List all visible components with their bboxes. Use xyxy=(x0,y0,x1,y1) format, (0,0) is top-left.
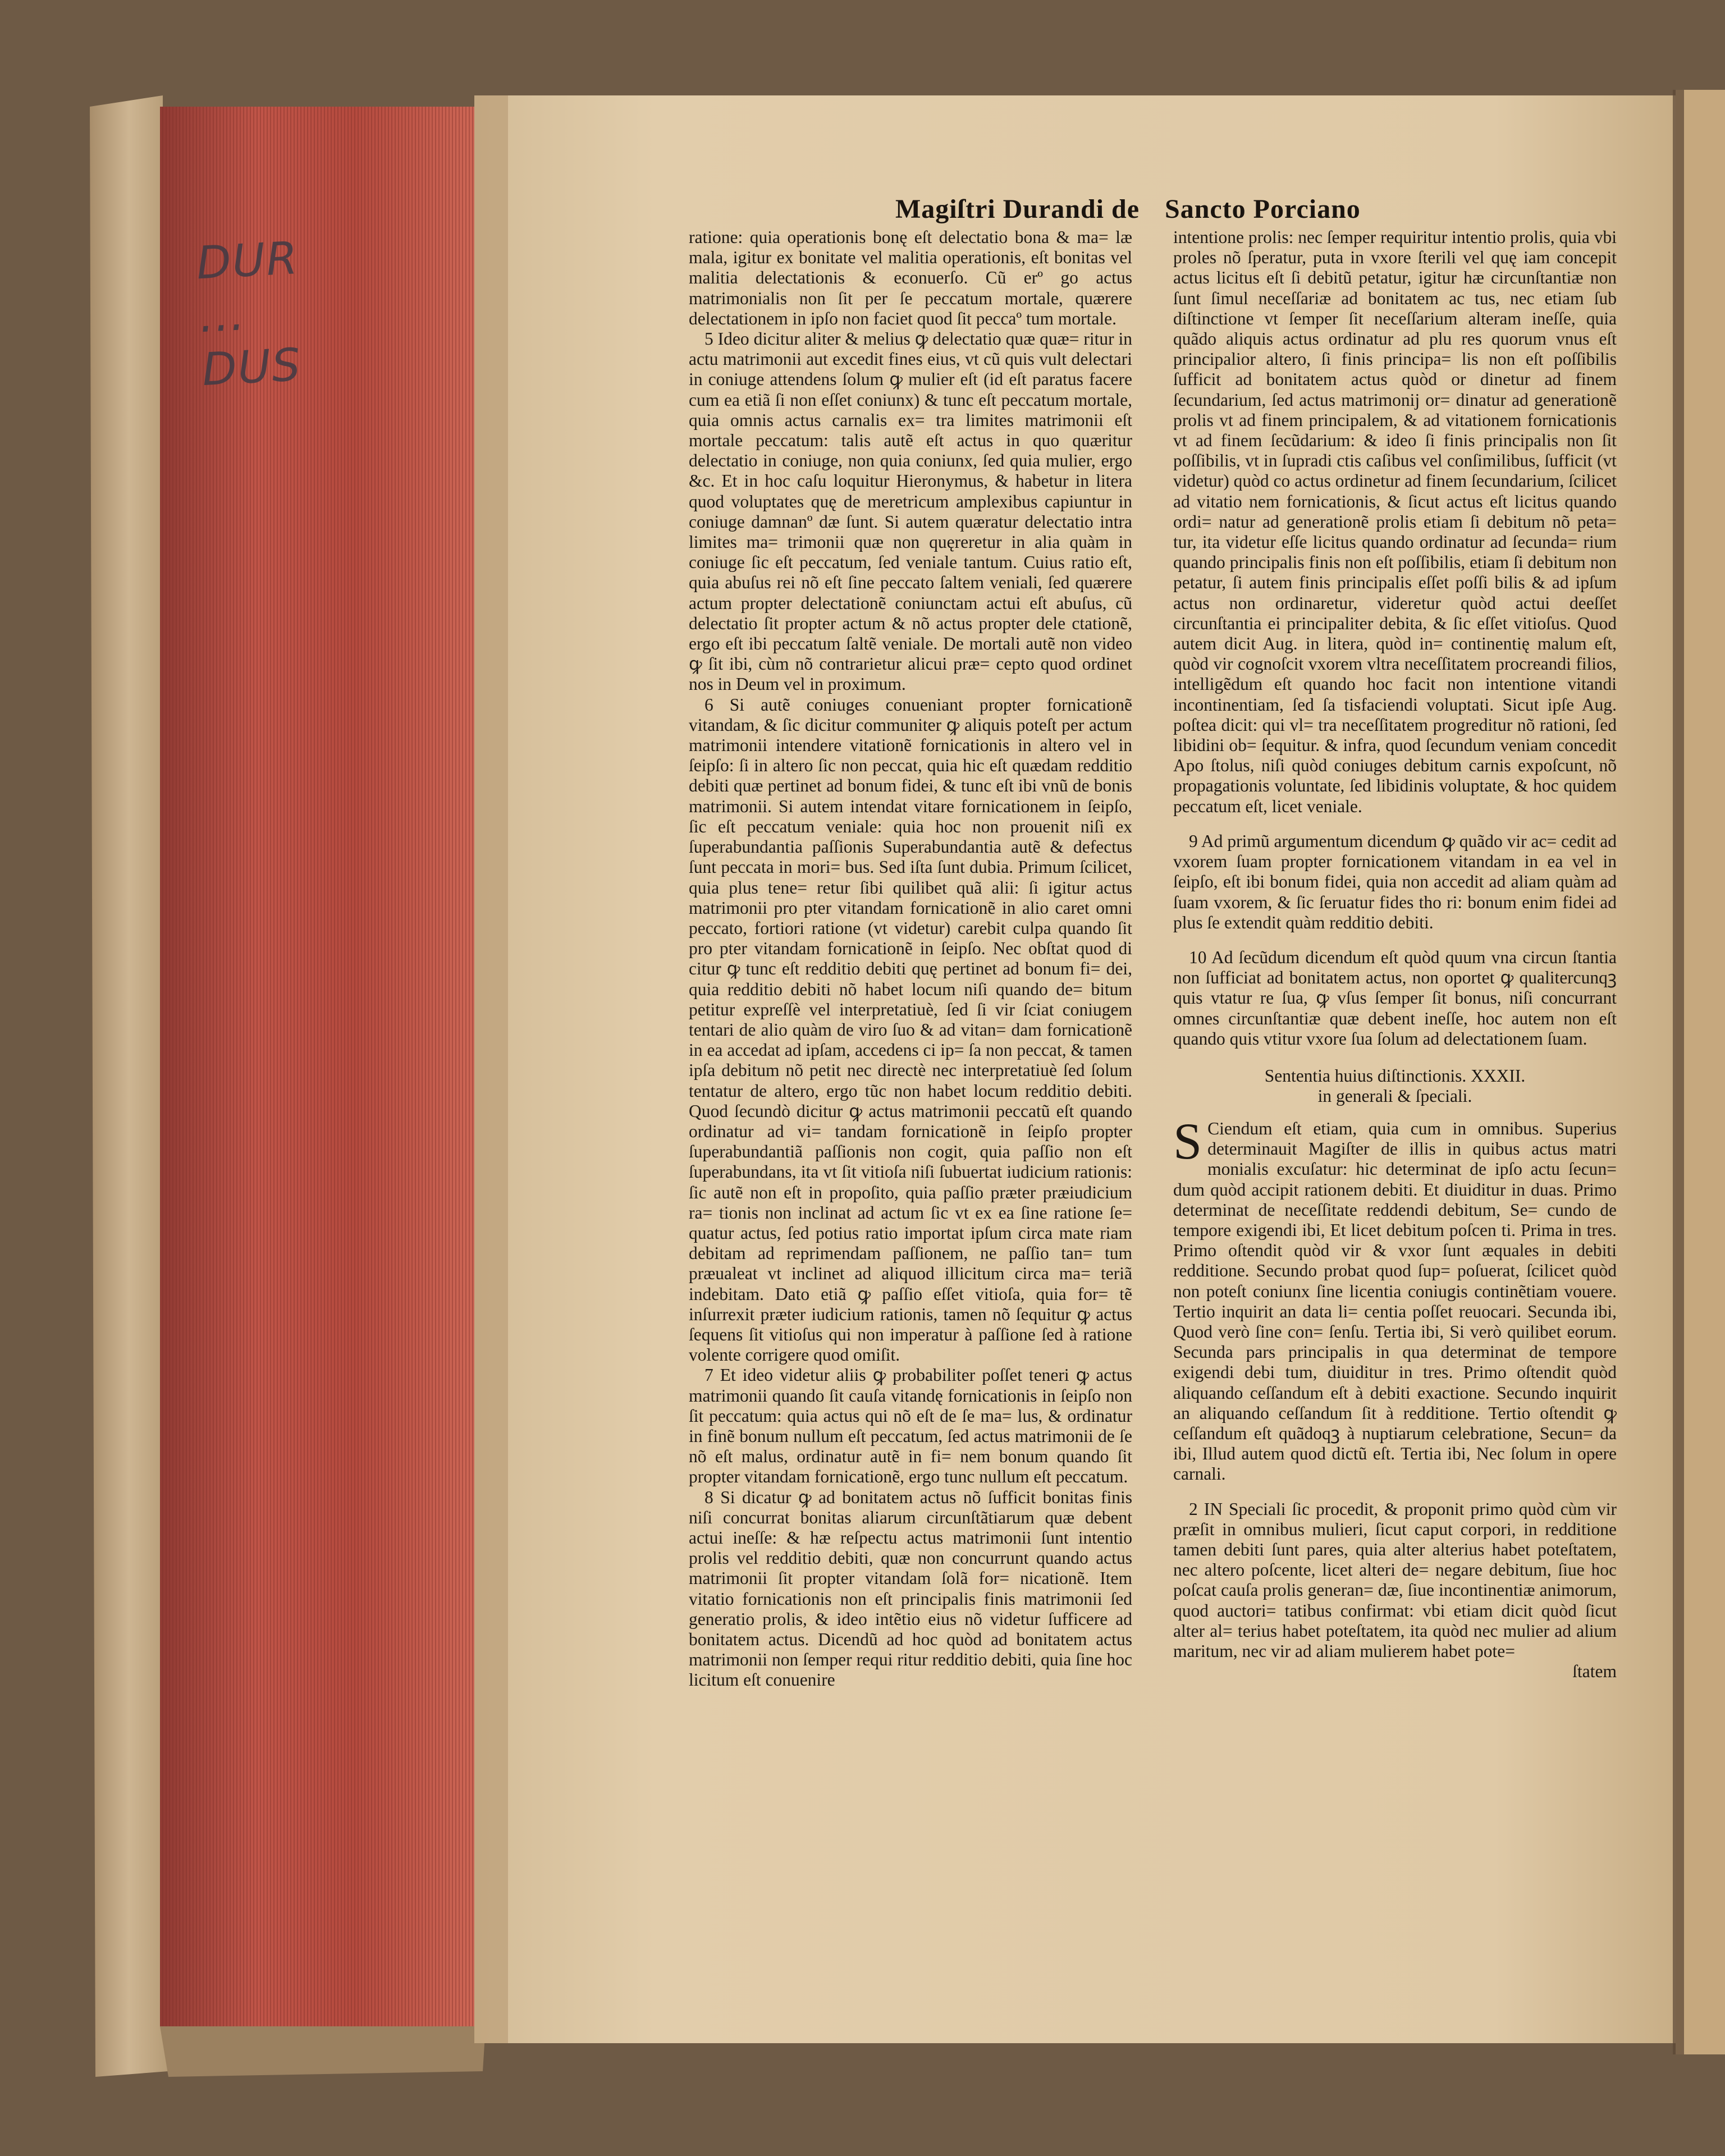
running-head xyxy=(876,194,1673,225)
running-head-left: Magiſtri Durandi de xyxy=(895,194,1140,224)
section-heading xyxy=(1173,1066,1617,1106)
right-column xyxy=(1173,227,1617,1682)
left-paragraph-1: ratione: quia operationis bonę eſt delectatio bona & ma= læ mala, igitur ex bonitate vel malitia operationis, eſt bonitas vel malitia delectationis & econuerſo. Cũ erº go actus matrimonialis non ſit per ſe peccatum mortale, quærere delectationem in ipſo non faciet quod ſit peccaº tum mortale. xyxy=(689,227,1132,328)
right-paragraph-2: 9 Ad primũ argumentum dicendum ꝙ quãdo vir ac= cedit ad vxorem ſuam propter fornicationem vitandam in ea vel in ſeipſo, eſt ibi bonum fidei, quia non accedit ad aliam quàm ad ſuam vxorem, & ſic ſeruatur fides tho ri: bonum enim fidei ad plus ſe extendit quàm redditio debiti. xyxy=(1173,831,1617,932)
page-edge-bottom xyxy=(160,2026,486,2077)
catchword: ſtatem xyxy=(1572,1661,1617,1682)
vellum-cover xyxy=(90,95,168,2077)
page-gutter-shadow xyxy=(474,95,508,2043)
left-paragraph-5: 8 Si dicatur ꝙ ad bonitatem actus nõ ſufficit bonitas finis niſi concurrat bonitas aliarum circunſtãtiarum quæ debent actui ineſſe: & hæ reſpectu actus matrimonii ſunt intentio prolis vel redditio debiti, quæ non concurrunt quando actus matrimonii ſit propter vitandam ſolã for= nicationẽ. Item vitatio fornicationis non eſt principalis finis matrimonii ſed generatio prolis, & ideo intẽtio eius nõ videtur ſufficere ad bonitatem actus. Dicendũ ad hoc quòd ad bonitatem actus matrimonii non ſemper requi ritur redditio debiti, quia ſine hoc licitum eſt conuenire xyxy=(689,1487,1132,1690)
section-heading-line-2: in generali & ſpeciali. xyxy=(1317,1086,1472,1106)
final-paragraph: 2 IN Speciali ſic procedit, & proponit primo quòd cùm vir præſit in omnibus mulieri, ſicut caput corpori, in redditione tamen debiti ſunt pares, quia alter alterius habet poteſtatem, nec altero poſcente, licet alteri de= negare debitum, ſiue hoc poſcat cauſa prolis generan= dæ, ſiue incontinentiæ animorum, quod auctori= tatibus confirmat: vbi etiam dicit quòd ſicut alter al= terius habet poteſtatem, ita quòd nec mulier ad alium maritum, nec vir ad aliam mulierem habet pote= xyxy=(1173,1499,1617,1661)
left-column xyxy=(689,227,1132,1691)
next-page-shadow xyxy=(1673,90,1684,2054)
right-paragraph-1: intentione prolis: nec ſemper requiritur intentio prolis, quia vbi proles nõ ſperatur, puta in vxore ſterili vel quę iam concepit actus licitus eſt ſi debitũ petatur, igitur hæ circunſtantiæ non ſunt ſimul neceſſariæ ad bonitatem ac tus, nec etiam ſub diſtinctione vt ſemper ſit neceſſarium alteram ineſſe, quia quãdo aliquis actus ordinatur ad plu res quorum vnus eſt principalior altero, ſi finis principa= lis non eſt poſſibilis ſufficit ad bonitatem actus quòd or dinetur ad finem ſecundarium, ſed actus matrimonij or= dinatur ad generationẽ prolis vt ad finem principalem, & ad vitationem fornicationis vt ad finem ſecũdarium: & ideo ſi finis principalis non ſit poſſibilis, vt in ſupradi ctis caſibus vel conſimilibus, ſufficit (vt videtur) quòd co actus ordinetur ad finem ſecundarium, ſcilicet ad vitatio nem fornicationis, & ſicut actus eſt licitus quando ordi= natur ad generationẽ prolis etiam ſi debitum nõ peta= tur, ita videtur eſſe licitus quando ordinatur ad ſecunda= rium quando principalis finis non eſt poſſibilis, etiam ſi debitum non petatur, ſi autem finis principalis eſſet poſſi bilis & ad ipſum actus non ordinaretur, videretur quòd actui deeſſet circunſtantia ei principaliter debita, & ſic eſſet vitioſus. Quod autem dicit Aug. in litera, quòd in= continentię malum eſt, quòd vir cognoſcit vxorem vltra neceſſitatem procreandi filios, intelligẽdum eſt quando hoc facit non intentione vitandi incontinentiam, ſed ſa tisfaciendi voluptati. Sicut ipſe Aug. poſtea dicit: qui vl= tra neceſſitatem progreditur nõ rationi, ſed libidini ob= ſequitur. & infra, quod ſecundum veniam concedit Apo ſtolus, niſi quòd coniuges debitum carnis expoſcunt, nõ propagationis voluntate, ſed libidinis voluptate, & hoc quidem peccatum eſt, licet veniale. xyxy=(1173,227,1617,816)
drop-cap: S xyxy=(1173,1112,1202,1170)
paragraph-gap xyxy=(1173,1485,1617,1499)
left-paragraph-2: 5 Ideo dicitur aliter & melius ꝙ delectatio quæ quæ= ritur in actu matrimonii aut excedit fines eius, vt cũ quis vult delectari in coniuge attendens ſolum ꝙ mulier eſt (id eſt paratus facere cum ea etiã ſi non eſſet coniunx) & tunc eſt peccatum mortale, quia omnis actus carnalis ex= tra limites matrimonii eſt mortale peccatum: talis autẽ eſt actus in quo quæritur delectatio in coniuge, non quia coniunx, ſed quia mulier, ergo &c. Et in hoc caſu loquitur Hieronymus, & habetur in litera quod voluptates quę de meretricum amplexibus capiuntur in coniuge damnanº dæ ſunt. Si autem quæratur delectatio intra limites ma= trimonii quæ non quęreretur in alia quàm in coniuge ſic eſt peccatum, ſed veniale tantum. Cuius ratio eſt, quia abuſus rei nõ eſt ſine peccato ſaltem veniali, ſed quærere actum propter delectationẽ coniunctam actui eſt abuſus, cũ delectatio ſit propter actum & nõ actus propter dele ctationẽ, ergo eſt ibi peccatum ſaltẽ veniale. De mortali autẽ non video ꝙ ſit ibi, cùm nõ contrarietur alicui præ= cepto quod ordinet nos in Deum vel in proximum. xyxy=(689,329,1132,694)
sententia-text: Ciendum eſt etiam, quia cum in omnibus. Superius determinauit Magiſter de illis in quibus actus matri monialis excuſatur: hic determinat de ipſo actu ſecun= dum quòd accipit rationem debiti. Et diuiditur in duas. Primo determinat de neceſſitate reddendi debitum, Se= cundo de tempore exigendi ibi, Et licet debitum poſcen ti. Prima in tres. Primo oſtendit quòd vir & vxor ſunt æquales in debiti redditione. Secundo probat quod ſup= poſuerat, ſcilicet quòd non poteſt coniunx ſine licentia coniugis continẽtiam vouere. Tertio inquirit an data li= centia poſſet reuocari. Secunda ibi, Quod verò ſine con= ſenſu. Tertia ibi, Si verò quilibet eorum. Secunda pars principalis in qua determinat de tempore exigendi debi tum, diuiditur in tres. Primo oſtendit quòd aliquando ceſſandum eſt à debiti exactione. Secundo inquirit an aliquando ceſſandum ſit à redditione. Tertio oſtendit ꝙ ceſſandum eſt quãdoqꝫ à nuptiarum celebratione, Secun= da ibi, Illud autem quod dictũ eſt. Tertia ibi, Nec ſolum in opere carnali. xyxy=(1173,1118,1617,1484)
left-paragraph-3: 6 Si autẽ coniuges conueniant propter fornicationẽ vitandam, & ſic dicitur communiter ꝙ aliquis poteſt per actum matrimonii intendere vitationẽ fornicationis in altero vel in ſeipſo: ſi in altero ſic non peccat, quia hic eſt quædam redditio debiti quæ pertinet ad bonum fidei, & tunc eſt ibi vnũ de bonis matrimonii. Si autem intendat vitare fornicationem in ſeipſo, ſic eſt peccatum veniale: quia hoc non prouenit niſi ex ſuperabundantia paſſionis Superabundantia autẽ & defectus ſunt peccata in mori= bus. Sed iſta ſunt dubia. Primum ſcilicet, quia plus tene= retur ſibi quilibet quã alii: ſi igitur actus matrimonii pro pter vitandam fornicationẽ in alio caret omni peccato, fortiori ratione (vt videtur) carebit culpa quando ſit pro pter vitandam fornicationẽ in ſeipſo. Nec obſtat quod di citur ꝙ tunc eſt redditio debiti quę pertinet ad bonum fi= dei, quia redditio debiti nõ habet locum niſi quando de= bitum petitur expreſſè vel interpretatiuè, ſed ſi vir ſciat coniugem tentari de alio quàm de viro ſuo & ad vitan= dam fornicationẽ in ea accedat ad ipſam, accedens ci ip= ſa non peccat, & tamen ipſa debitum nõ petit nec directè nec interpretatiuè ſed ſolum tentatur de altero, ergo tũc non habet locum redditio debiti. Quod ſecundò dicitur ꝙ actus matrimonii peccatũ eſt quando ordinatur ad vi= tandam fornicationẽ in ſeipſo propter ſuperabundantiã paſſionis non cogit, quia paſſio non eſt ſuperabundans, ita vt ſit vitioſa niſi ſubuertat iudicium rationis: ſic autẽ non eſt in propoſito, quia paſſio præter præiudicium ra= tionis non inclinat ad actum ſic vt ex ea ſine ratione ſe= quatur actus, ſed potius ratio importat ipſum circa mate riam debitam ad reprimendam paſſionem, ne paſſio tan= tum præualeat vt inclinet ad aliquod illicitum circa ma= teriã indebitam. Dato etiã ꝙ paſſio eſſet vitioſa, quia for= tẽ inſurrexit præter iudicium rationis, tamen nõ ſequitur ꝙ actus ſequens ſit vitioſus qui non imperatur à paſſione ſed à ratione volente corrigere quod omiſit. xyxy=(689,694,1132,1365)
sententia-paragraph xyxy=(1173,1112,1617,1485)
left-paragraph-4: 7 Et ideo videtur aliis ꝙ probabiliter poſſet teneri ꝙ actus matrimonii quando ſit cauſa vitandę fornicationis in ſeipſo non ſit peccatum: quia actus qui nõ eſt de ſe ma= lus, & ordinatur in finẽ bonum nullum eſt peccatum, ſed actus matrimonii de ſe nõ eſt malus, ordinatur autẽ in fi= nem bonum quando ſit propter vitandam fornicationẽ, ergo tunc nullum eſt peccatum. xyxy=(689,1365,1132,1487)
right-paragraph-3: 10 Ad ſecũdum dicendum eſt quòd quum vna circun ſtantia non ſufficiat ad bonitatem actus, non oportet ꝙ qualitercunqꝫ quis vtatur re ſua, ꝙ vſus ſemper ſit bonus, niſi concurrant omnes circunſtantiæ quæ debent ineſſe, hoc autem non eſt quando quis vtitur vxore ſua ſolum ad delectationem ſuam. xyxy=(1173,947,1617,1049)
paragraph-gap xyxy=(1173,817,1617,831)
section-heading-line-1: Sententia huius diſtinctionis. XXXII. xyxy=(1264,1065,1526,1086)
paragraph-gap xyxy=(1173,933,1617,947)
spine-label: DUR ... DUS xyxy=(195,231,303,396)
running-head-right: Sancto Porciano xyxy=(1165,194,1361,224)
